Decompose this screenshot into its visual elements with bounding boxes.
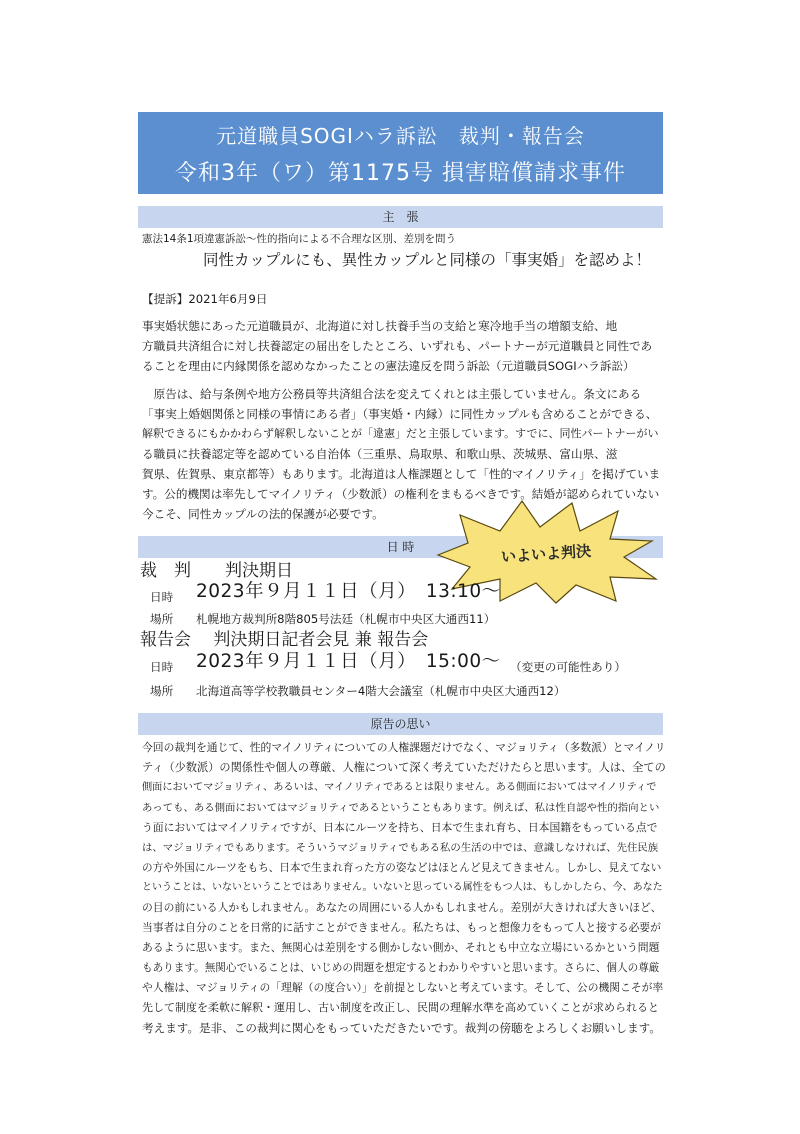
thoughts-line: は、マジョリティでもあります。そういうマジョリティでもある私の生活の中では、意識しなければ、先住民族 (142, 842, 659, 854)
claim-para2-line: る職員に扶養認定等を認めている自治体（三重県、鳥取県、和歌山県、茨城県、富山県、滋 (142, 447, 618, 461)
trial-place: 札幌地方裁判所8階805号法廷（札幌市中央区大通西11） (196, 612, 496, 626)
thoughts-line: あるように思います。また、無関心は差別をする側かしない側か、それとも中立な立場にいるかという問題 (142, 941, 660, 954)
claim-para2-line: す。公的機関は率先してマイノリティ（少数派）の権利をまもるべきです。結婚が認められていない (142, 487, 660, 501)
title-banner (138, 112, 663, 194)
claim-para1-line: ることを理由に内縁関係を認めなかったことの憲法違反を問う訴訟（元道職員SOGIハラ訴訟） (142, 359, 635, 373)
thoughts-line: や人権は、マジョリティの「理解（の度合い）」を前提としないと考えています。そして、公の機関こそが率 (142, 981, 664, 994)
thoughts-line: もあります。無関心でいることは、いじめの問題を想定するとわかりやすいと思います。さらに、個人の尊厳 (142, 962, 660, 974)
trial-date: 2023年９月１１日（月） 13:10～ (196, 581, 501, 602)
report-title: 報告会 判決期日記者会見 兼 報告会 (140, 630, 429, 650)
claim-para2-line: 解釈できるにもかかわらず解釈しないことが「違憲」だと主張しています。すでに、同性パートナーがい (142, 427, 659, 440)
claim-subtitle: 憲法14条1項違憲訴訟～性的指向による不合理な区別、差別を問う (142, 233, 457, 245)
title-line-2: 令和3年（ワ）第1175号 損害賠償請求事件 (175, 161, 626, 186)
thoughts-line: の方や外国にルーツをもち、日本で生まれ育った方の姿などはほとんど見えてきません。しかし、見えてない (142, 862, 662, 874)
claim-heading-bar: 主 張 (138, 206, 663, 228)
report-place-label: 場所 (150, 684, 174, 698)
claim-para2-line: 原告は、給与条例や地方公務員等共済組合法を変えてくれとは主張していません。条文にある (142, 387, 642, 401)
thoughts-line: う面においてはマイノリティですが、日本にルーツを持ち、日本で生まれ育ち、日本国籍をもっている点で (142, 821, 658, 834)
thoughts-line: 当事者は自分のことを日常的に話すことができません。私たちは、もっと想像力をもって人と接する必要が (142, 921, 661, 934)
thoughts-line: 今回の裁判を通じて、性的マイノリティについての人権課題だけでなく、マジョリティ（多数派）とマイノリ (142, 741, 666, 754)
claim-para2-line: 賀県、佐賀県、東京都等）もあります。北海道は人権課題として「性的マイノリティ」を掲げていま (142, 467, 661, 481)
thoughts-line: ということは、いないということではありません。いないと思っている属性をもつ人は、もしかしたら、今、あなた (142, 882, 663, 893)
claim-para2-line: 今こそ、同性カップルの法的保護が必要です。 (142, 507, 384, 521)
starburst-text: いよいよ判決 (500, 541, 592, 567)
thoughts-line: ティ（少数派）の関係性や個人の尊厳、人権について深く考えていただけたらと思います。人は、全ての (142, 761, 666, 774)
title-line-1: 元道職員SOGIハラ訴訟 裁判・報告会 (216, 124, 585, 148)
claim-para2-line: 「事実上婚姻関係と同様の事情にある者」（事実婚・内縁）に同性カップルも含めることができる、 (142, 407, 658, 421)
thoughts-line: 考えます。是非、この裁判に関心をもっていただきたいです。裁判の傍聴をよろしくお願いします。 (142, 1021, 661, 1035)
report-place: 北海道高等学校教職員センター4階大会議室（札幌市中央区大通西12） (196, 684, 566, 698)
trial-title: 裁 判 判決期日 (140, 561, 293, 581)
report-date-label: 日時 (150, 660, 174, 674)
claim-slogan: 同性カップルにも、異性カップルと同様の「事実婚」を認めよ！ (203, 251, 651, 269)
filed-date: 【提訴】2021年6月9日 (142, 292, 268, 306)
claim-para1-line: 方職員共済組合に対し扶養認定の届出をしたところ、いずれも、パートナーが元道職員と同性であ (142, 339, 653, 353)
report-date-note: （変更の可能性あり） (510, 660, 626, 674)
report-date: 2023年９月１１日（月） 15:00～ (196, 651, 501, 672)
thoughts-heading-bar: 原告の思い (138, 713, 663, 735)
thoughts-line: 側面においてマジョリティ、あるいは、マイノリティであるとは限りません。ある側面においてはマイノリティで (142, 782, 657, 793)
trial-date-label: 日時 (150, 590, 174, 604)
claim-para1-line: 事実婚状態にあった元道職員が、北海道に対し扶養手当の支給と寒冷地手当の増額支給、地 (142, 319, 618, 333)
thoughts-line: 先して制度を柔軟に解釈・運用し、古い制度を改正し、民間の理解水準を高めていくことが求められると (142, 1001, 659, 1014)
thoughts-line: あっても、ある側面においてはマジョリティであるということもあります。例えば、私は性自認や性的指向とい (142, 802, 660, 814)
thoughts-line: の目の前にいる人かもしれません。あなたの周囲にいる人かもしれません。差別が大きければ大きいほど、 (142, 901, 662, 914)
trial-place-label: 場所 (150, 612, 174, 626)
schedule-heading-bar: 日 時 (138, 536, 663, 558)
